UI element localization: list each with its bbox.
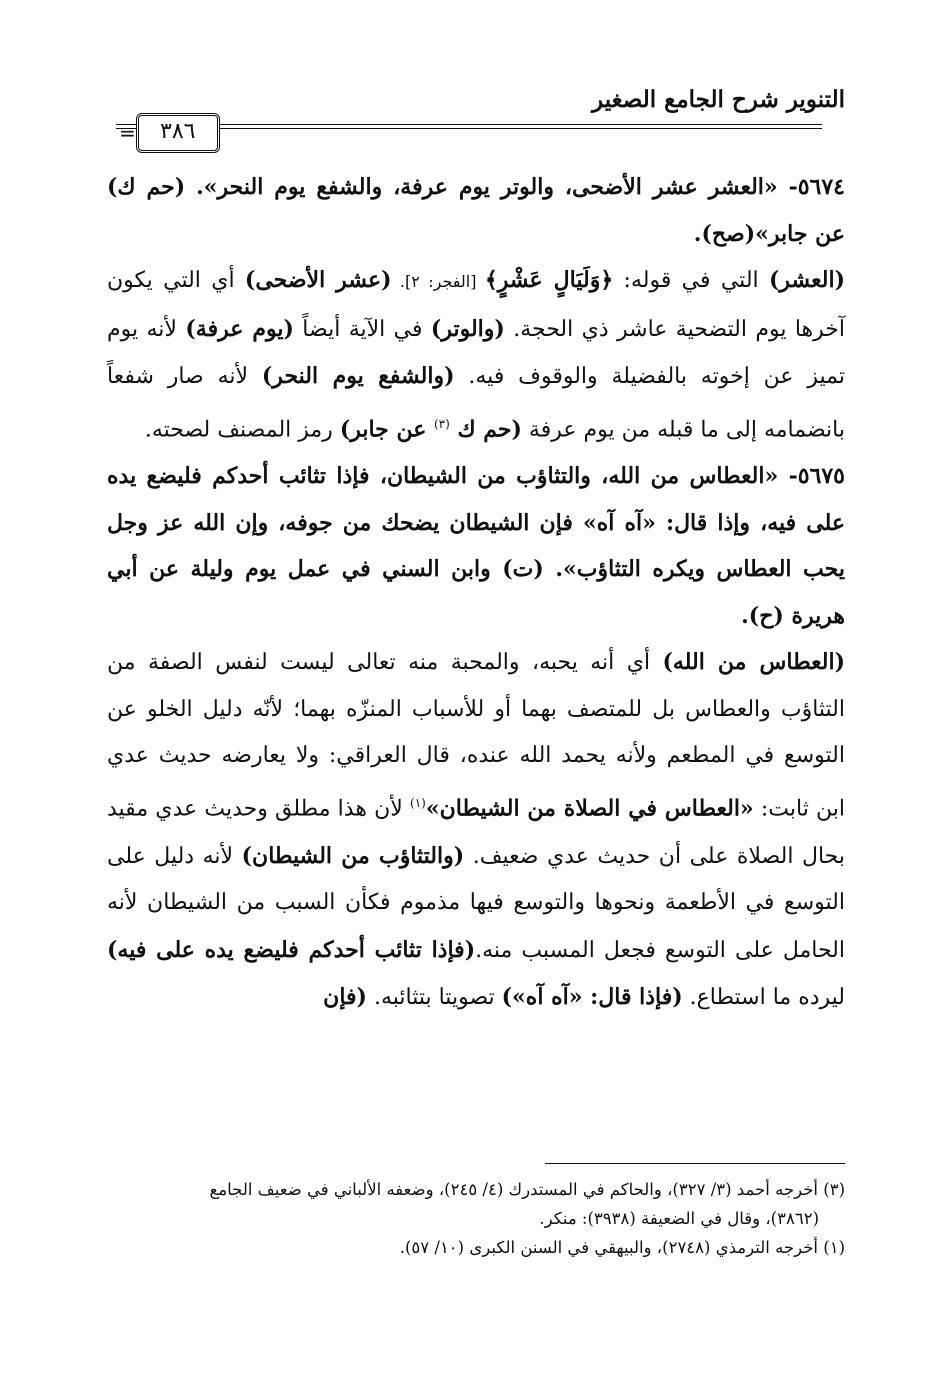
commentary-text: لأن هذا مطلق وحديث عدي مقيد بحال الصلاة على أن حديث عدي ضعيف.: [107, 796, 845, 869]
page-number: ٣٨٦: [136, 113, 220, 153]
commentary-term: (العطاس من الله): [662, 649, 845, 676]
main-text: [107, 164, 845, 1022]
commentary-text: أي أنه يحبه، والمحبة منه تعالى ليست لنفس الصفة من التثاؤب والعطاس بل للمتصف بهما أو للأسباب المنزّه بهما؛ لأنّه دليل الخلو عن التوسع في المطعم ولأنه يحمد الله عنده، قال العراقي: ولا يعارضه حديث عدي ابن ثابت:: [107, 650, 845, 822]
footnote-marker[interactable]: (٣): [433, 416, 450, 431]
commentary-text: ليرده ما استطاع.: [682, 985, 845, 1011]
commentary-term: (عشر الأضحى): [244, 267, 392, 293]
commentary-text: التي في قوله:: [613, 268, 769, 293]
commentary-term: (حم ك: [449, 415, 522, 442]
footnote-marker[interactable]: (١): [410, 795, 426, 810]
commentary-term: عن جابر): [339, 415, 434, 442]
quran-reference: [الفجر: ٢].: [391, 272, 485, 291]
commentary-term: (فإذا تثائب أحدكم فليضع يده على فيه): [107, 936, 476, 963]
commentary-5675: [107, 639, 845, 1021]
footnote-3-continued: (٣٨٦٢)، وقال في الضعيفة (٣٩٣٨): منكر.: [539, 1209, 819, 1228]
commentary-text: في الآية أيضاً: [293, 316, 431, 342]
footnote-1: (١) أخرجه الترمذي (٢٧٤٨)، والبيهقي في السنن الكبرى (١٠/ ٥٧).: [399, 1238, 845, 1257]
commentary-text: أي التي يكون آخرها يوم التضحية عاشر ذي الحجة.: [107, 268, 845, 342]
commentary-term: (والتثاؤب من الشيطان): [241, 842, 465, 869]
page-number-frame: [116, 113, 220, 153]
commentary-text: لأنه دليل على التوسع في الأطعمة ونحوها والتوسع فيها مذموم فكأن السبب من الشيطان لأنه الحامل على التوسع فجعل المسبب منه.: [107, 843, 845, 963]
commentary-term: (والوتر): [430, 315, 505, 342]
commentary-term: (يوم عرفة): [185, 315, 294, 342]
hadith-5675: ٥٦٧٥- «العطاس من الله، والتثاؤب من الشيطان، فإذا تثائب أحدكم فليضع يده على فيه، وإذا قال: «آه آه» فإن الشيطان يضحك من جوفه، وإن الله عز وجل يحب العطاس ويكره التثاؤب». (ت) وابن السني في عمل يوم وليلة عن أبي هريرة (ح).: [107, 463, 845, 629]
commentary-term: «العطاس في الصلاة من الشيطان»: [425, 795, 754, 822]
commentary-term: (فإن: [323, 984, 367, 1011]
commentary-term: (العشر): [768, 267, 845, 293]
quran-verse: ﴿وَلَيَالٍ عَشْرٍ﴾: [484, 267, 614, 293]
commentary-text: لأنه صار شفعاً بانضمامه إلى ما قبله من يوم عرفة: [107, 364, 845, 442]
commentary-5674: [107, 257, 845, 453]
commentary-text: تصويتا بتثائبه.: [366, 985, 502, 1011]
commentary-text: رمز المصنف لصحته.: [144, 416, 340, 442]
footnote-separator: [545, 1163, 845, 1164]
footnotes: [107, 1175, 845, 1262]
footnote-3: (٣) أخرجه أحمد (٣/ ٣٢٧)، والحاكم في المستدرك (٤/ ٢٤٥)، وضعفه الألباني في ضعيف الجامع: [209, 1180, 845, 1199]
commentary-text: لأنه يوم تميز عن إخوته بالفضيلة والوقوف فيه.: [107, 316, 845, 389]
commentary-term: (والشفع يوم النحر): [261, 363, 455, 389]
running-title: التنوير شرح الجامع الصغير: [592, 86, 845, 113]
header-rule: [116, 124, 822, 129]
commentary-term: (فإذا قال: «آه آه»): [501, 984, 683, 1011]
hadith-5674: ٥٦٧٤- «العشر عشر الأضحى، والوتر يوم عرفة، والشفع يوم النحر». (حم ك) عن جابر»(صح).: [107, 174, 845, 247]
header-mark: =: [119, 121, 136, 145]
